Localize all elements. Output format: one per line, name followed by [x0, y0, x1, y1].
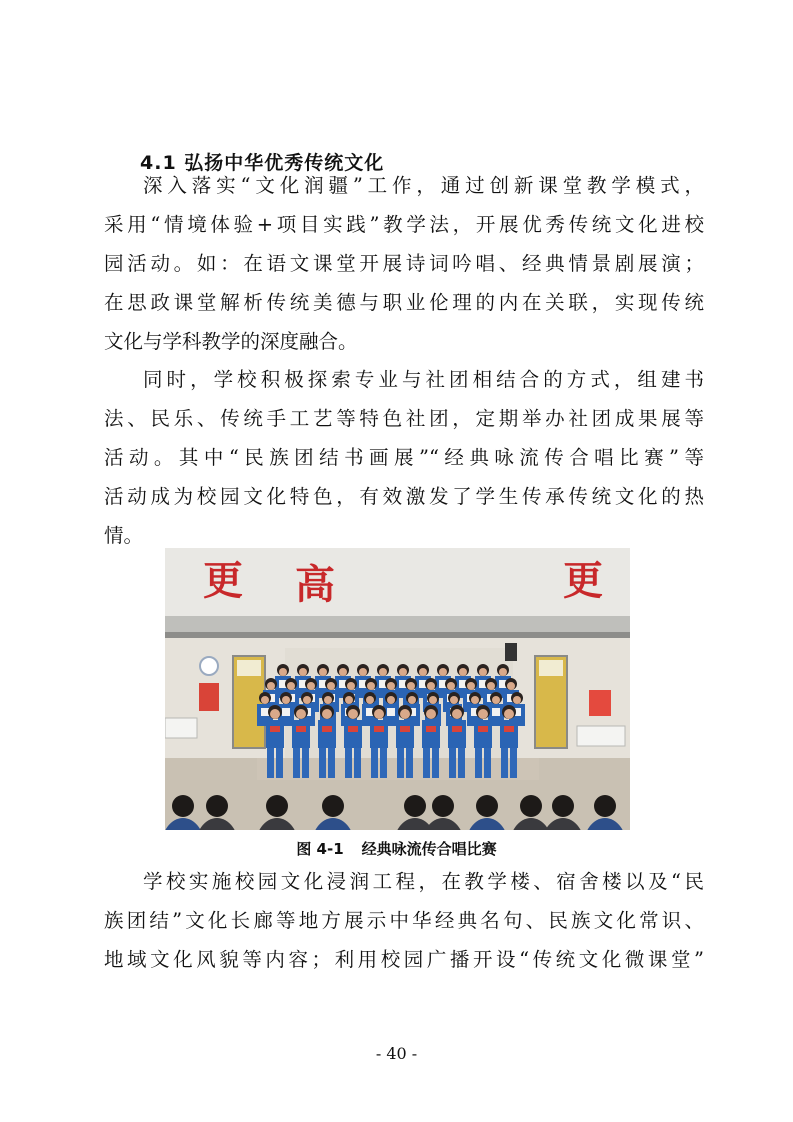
figure-title: 经典咏流传合唱比赛 — [361, 840, 497, 858]
paragraph-campus-culture — [104, 862, 704, 979]
choir-photo — [165, 548, 630, 830]
banner-char: 高 — [295, 561, 335, 608]
paragraph-line: 学校实施校园文化浸润工程，在教学楼、宿舍楼以及“民 — [143, 870, 704, 893]
paragraph-line: 地域文化风貌等内容；利用校园广播开设“传统文化微课堂” — [104, 948, 704, 971]
paragraph-line: 活动成为校园文化特色，有效激发了学生传承传统文化的热 — [104, 485, 704, 508]
figure-caption — [0, 838, 793, 859]
paragraph-line: 采用“情境体验+项目实践”教学法，开展优秀传统文化进校 — [104, 213, 704, 236]
paragraph-clubs — [104, 360, 704, 555]
paragraph-line: 活动。其中“民族团结书画展”“经典咏流传合唱比赛”等 — [104, 446, 704, 469]
paragraph-line: 同时，学校积极探索专业与社团相结合的方式，组建书 — [143, 368, 704, 391]
section-heading: 4.1 弘扬中华优秀传统文化 — [140, 152, 385, 174]
paragraph-line: 深入落实“文化润疆”工作，通过创新课堂教学模式， — [143, 174, 704, 197]
paragraph-line: 文化与学科教学的深度融合。 — [104, 330, 358, 353]
choir-photo-illustration — [165, 548, 630, 830]
paragraph-line: 族团结”文化长廊等地方展示中华经典名句、民族文化常识、 — [104, 909, 704, 932]
page-number: - 40 - — [375, 1044, 418, 1063]
paragraph-culture-teaching — [104, 166, 704, 361]
paragraph-line: 在思政课堂解析传统美德与职业伦理的内在关联，实现传统 — [104, 291, 704, 314]
paragraph-line: 情。 — [104, 524, 144, 547]
paragraph-line: 法、民乐、传统手工艺等特色社团，定期举办社团成果展等 — [104, 407, 704, 430]
figure-number: 图 4-1 — [296, 840, 344, 858]
banner-char: 更 — [203, 557, 243, 604]
banner-char: 更 — [563, 557, 603, 604]
paragraph-line: 园活动。如：在语文课堂开展诗词吟唱、经典情景剧展演； — [104, 252, 704, 275]
